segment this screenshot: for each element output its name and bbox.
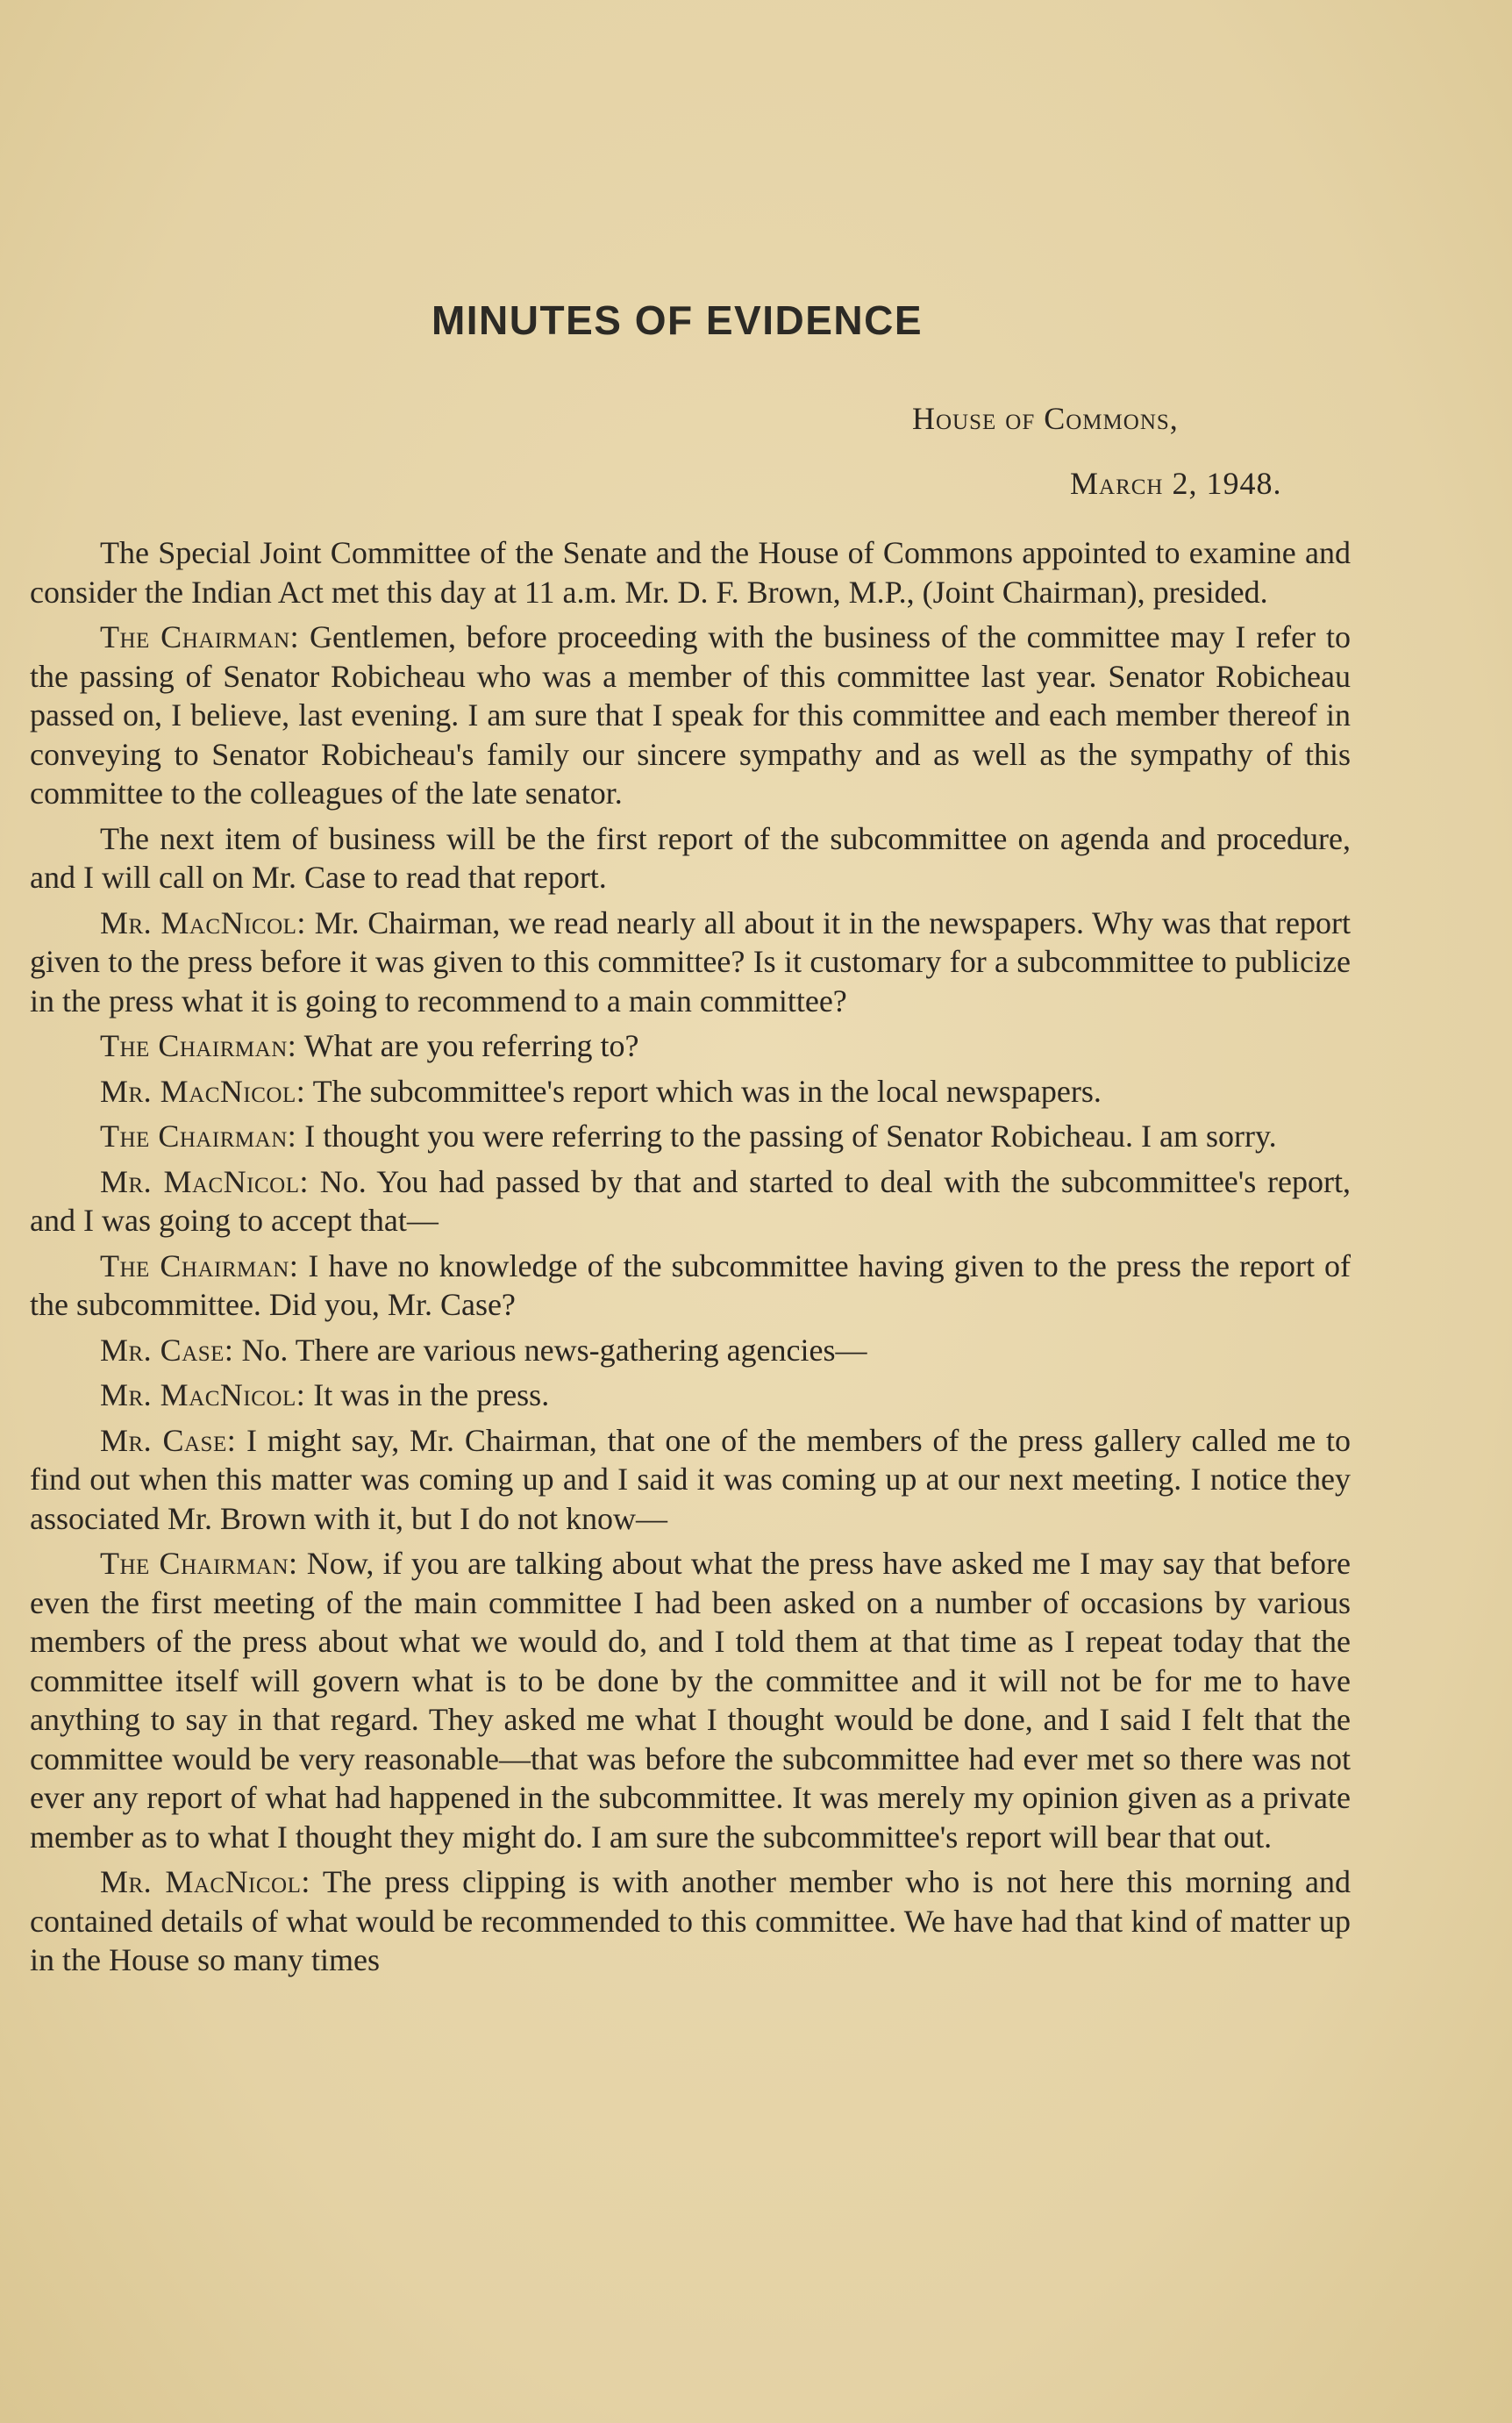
- paragraph: [30, 1376, 1351, 1415]
- date-rest: 2, 1948.: [1163, 466, 1282, 501]
- paragraph: [30, 819, 1351, 897]
- speaker-name: Mr. MacNicol:: [100, 1864, 310, 1899]
- paragraph-text: I have no knowledge of the subcommittee having given to the press the report of the subcommittee. Did you, Mr. Case?: [30, 1247, 1351, 1322]
- speaker-name: The Chairman:: [100, 1546, 298, 1581]
- paragraph-text: Gentlemen, before proceeding with the business of the committee may I refer to the passing of Senator Robicheau who was a member of this committee last year. Senator Robicheau passed on, I believe, last evening. I am sure that I speak for this committee and each member thereof in conveying to Senator Robicheau's family our sincere sympathy and as well as the sympathy of this committee to the colleagues of the late senator.: [30, 619, 1351, 811]
- paragraph: [30, 1331, 1351, 1370]
- speaker-name: The Chairman:: [100, 1119, 297, 1154]
- paragraph: [30, 533, 1351, 611]
- paragraph-text: Mr. Chairman, we read nearly all about it in the newspapers. Why was that report given to the press before it was given to this committee? Is it customary for a subcommittee to publicize in the press what it is going to recommend to a main committee?: [30, 904, 1351, 1019]
- paragraph-text: The subcommittee's report which was in the local newspapers.: [305, 1073, 1102, 1109]
- date-month: March: [1070, 466, 1164, 501]
- paragraph: [30, 1247, 1351, 1325]
- speaker-name: Mr. MacNicol:: [100, 904, 306, 940]
- paragraph: [30, 618, 1351, 813]
- document-body: [30, 533, 1351, 1986]
- page-title: MINUTES OF EVIDENCE: [431, 297, 924, 343]
- paragraph: [30, 1072, 1351, 1111]
- paragraph-text: No. You had passed by that and started to deal with the subcommittee's report, and I was going to accept that—: [30, 1163, 1351, 1238]
- speaker-name: The Chairman:: [100, 1028, 297, 1063]
- paragraph: [30, 904, 1351, 1021]
- speaker-name: Mr. Case:: [100, 1332, 234, 1368]
- paragraph: [30, 1544, 1351, 1856]
- paragraph-text: The next item of business will be the first report of the subcommittee on agenda and procedure, and I will call on Mr. Case to read that report.: [30, 820, 1351, 895]
- paragraph: [30, 1117, 1351, 1156]
- paragraph-text: The Special Joint Committee of the Senate and the House of Commons appointed to examine and consider the Indian Act met this day at 11 a.m. Mr. D. F. Brown, M.P., (Joint Chairman), presided.: [30, 535, 1351, 610]
- paragraph: [30, 1421, 1351, 1539]
- date-line: [1070, 465, 1281, 502]
- speaker-name: Mr. MacNicol:: [100, 1163, 310, 1199]
- speaker-name: The Chairman:: [100, 1247, 299, 1283]
- speaker-name: Mr. MacNicol:: [100, 1073, 306, 1109]
- paragraph-text: The press clipping is with another member who is not here this morning and contained details of what would be recommended to this committee. We have had that kind of matter up in the House so many times: [30, 1864, 1351, 1977]
- speaker-name: Mr. MacNicol:: [100, 1377, 306, 1412]
- paragraph-text: What are you referring to?: [296, 1028, 639, 1063]
- paragraph-text: I thought you were referring to the passing of Senator Robicheau. I am sorry.: [296, 1119, 1277, 1154]
- speaker-name: The Chairman:: [100, 619, 300, 654]
- paragraph-text: No. There are various news-gathering agencies—: [233, 1332, 867, 1368]
- paragraph-text: I might say, Mr. Chairman, that one of the members of the press gallery called me to find out when this matter was coming up and I said it was coming up at our next meeting. I notice they associated Mr. Brown with it, but I do not know—: [30, 1422, 1351, 1536]
- paragraph: [30, 1026, 1351, 1066]
- paragraph: [30, 1862, 1351, 1980]
- location-line: House of Commons,: [912, 401, 1179, 436]
- paragraph: [30, 1162, 1351, 1240]
- speaker-name: Mr. Case:: [100, 1422, 237, 1458]
- paragraph-text: Now, if you are talking about what the press have asked me I may say that before even the first meeting of the main committee I had been asked on a number of occasions by various members of the press about what we would do, and I told them at that time as I repeat today that the committee itself will govern what is to be done by the committee and it will not be for me to have anything to say in that regard. They asked me what I thought would be done, and I said I felt that the committee would be very reasonable—that was before the subcommittee had ever met so there was not ever any report of what had happened in the subcommittee. It was merely my opinion given as a private member as to what I thought they might do. I am sure the subcommittee's report will bear that out.: [30, 1546, 1352, 1855]
- paragraph-text: It was in the press.: [305, 1377, 550, 1412]
